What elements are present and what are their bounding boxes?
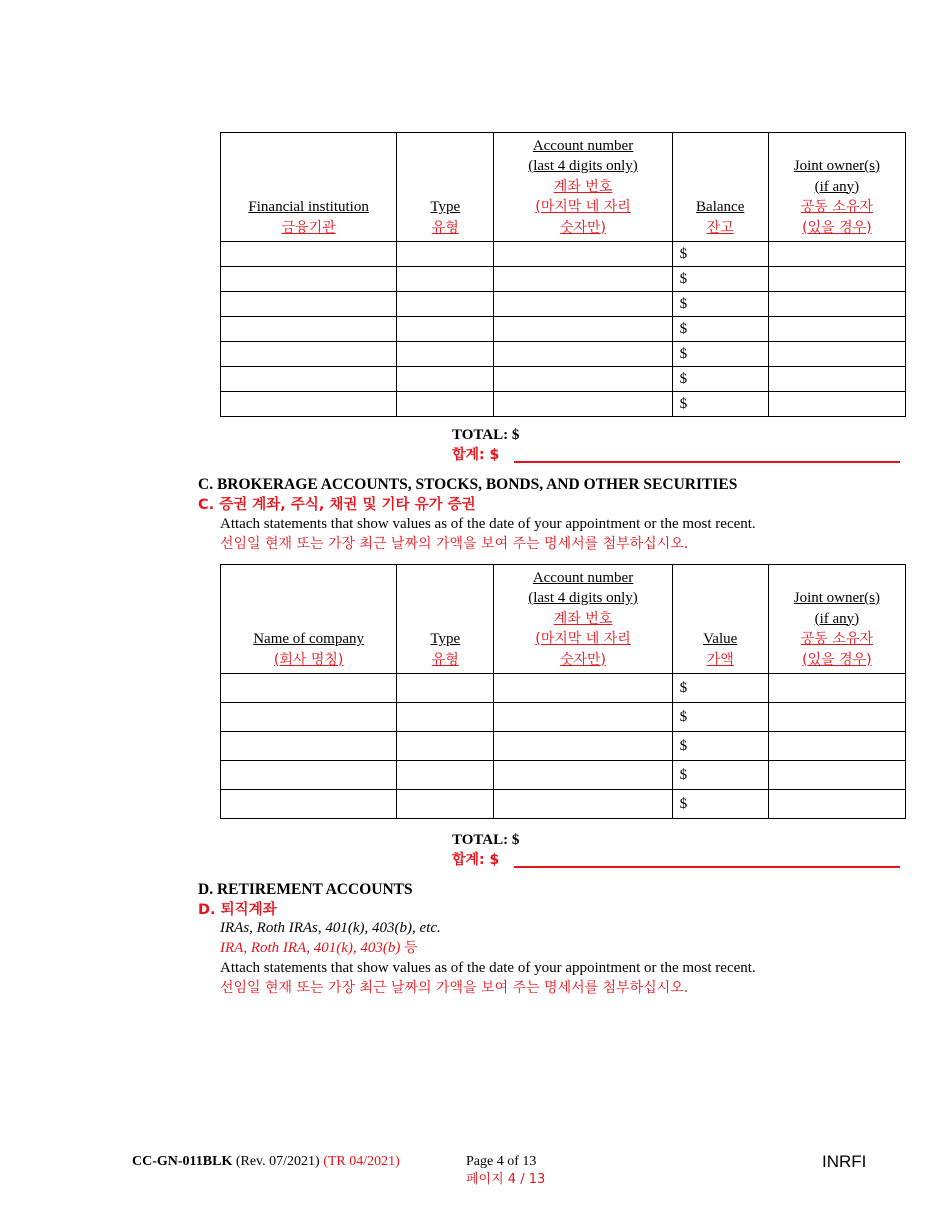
value-cell[interactable]: $: [672, 790, 768, 819]
section-d-heading: [198, 880, 413, 920]
balance-cell[interactable]: $: [672, 267, 768, 292]
table-row: [221, 674, 906, 703]
section-c-title-kr: C. 증권 계좌, 주식, 채권 및 기타 유가 증권: [198, 497, 476, 513]
value-cell[interactable]: $: [672, 674, 768, 703]
table-row: [221, 732, 906, 761]
table-row: [221, 790, 906, 819]
value-cell[interactable]: $: [672, 703, 768, 732]
total-label-kr: 합계: $: [452, 447, 500, 463]
balance-cell[interactable]: $: [672, 242, 768, 267]
examples-text: IRAs, Roth IRAs, 401(k), 403(b), etc.: [220, 920, 441, 936]
table-row: [221, 317, 906, 342]
total-label-kr: 합계: $: [452, 852, 500, 868]
total-label: TOTAL: $: [452, 832, 520, 848]
header-type: Type 유형: [397, 565, 494, 674]
header-financial-institution: Financial institution 금융기관: [221, 133, 397, 242]
header-balance: Balance 잔고: [672, 133, 768, 242]
table-row: [221, 292, 906, 317]
examples-text-kr: IRA, Roth IRA, 401(k), 403(b) 등: [220, 940, 418, 956]
table-header-row: [221, 133, 906, 242]
instruction-text: Attach statements that show values as of the date of your appointment or the most recent.: [220, 960, 756, 976]
section-c-heading: [198, 475, 737, 515]
total-block-1: [452, 425, 519, 465]
footer-form-id: CC-GN-011BLK (Rev. 07/2021) (TR 04/2021): [132, 1154, 400, 1169]
total-block-2: [452, 830, 519, 870]
section-d-title: D. RETIREMENT ACCOUNTS: [198, 881, 413, 898]
section-c-title: C. BROKERAGE ACCOUNTS, STOCKS, BONDS, AND OTHER SECURITIES: [198, 476, 738, 493]
brokerage-accounts-table: [220, 564, 906, 819]
total-input-line[interactable]: [514, 866, 900, 868]
header-type: Type 유형: [397, 133, 494, 242]
header-account-number: Account number (last 4 digits only) 계좌 번호 (마지막 네 자리 숫자만): [494, 565, 672, 674]
financial-accounts-table: [220, 132, 906, 417]
value-cell[interactable]: $: [672, 761, 768, 790]
value-cell[interactable]: $: [672, 732, 768, 761]
table-row: [221, 267, 906, 292]
table-row: [221, 342, 906, 367]
table-row: [221, 703, 906, 732]
instruction-text-kr: 선임일 현재 또는 가장 최근 날짜의 가액을 보여 주는 명세서를 첨부하십시오.: [220, 980, 689, 996]
header-joint-owners: Joint owner(s) (if any) 공동 소유자 (있을 경우): [768, 133, 905, 242]
balance-cell[interactable]: $: [672, 367, 768, 392]
instruction-text: Attach statements that show values as of the date of your appointment or the most recent.: [220, 516, 756, 532]
table-row: [221, 392, 906, 417]
section-d-title-kr: D. 퇴직계좌: [198, 902, 277, 918]
table-row: [221, 367, 906, 392]
total-input-line[interactable]: [514, 461, 900, 463]
table-row: [221, 761, 906, 790]
balance-cell[interactable]: $: [672, 292, 768, 317]
balance-cell[interactable]: $: [672, 342, 768, 367]
header-joint-owners: Joint owner(s) (if any) 공동 소유자 (있을 경우): [768, 565, 905, 674]
header-company-name: Name of company (회사 명칭): [221, 565, 397, 674]
footer-page-number: Page 4 of 13 페이지 4 / 13: [466, 1154, 546, 1187]
header-value: Value 가액: [672, 565, 768, 674]
section-d-examples: [220, 918, 756, 998]
section-c-instructions: [220, 514, 756, 554]
instruction-text-kr: 선임일 현재 또는 가장 최근 날짜의 가액을 보여 주는 명세서를 첨부하십시오.: [220, 536, 689, 552]
footer-form-code: INRFI: [822, 1152, 867, 1171]
header-account-number: Account number (last 4 digits only) 계좌 번호 (마지막 네 자리 숫자만): [494, 133, 672, 242]
balance-cell[interactable]: $: [672, 392, 768, 417]
table-row: [221, 242, 906, 267]
table-header-row: [221, 565, 906, 674]
balance-cell[interactable]: $: [672, 317, 768, 342]
total-label: TOTAL: $: [452, 427, 520, 443]
